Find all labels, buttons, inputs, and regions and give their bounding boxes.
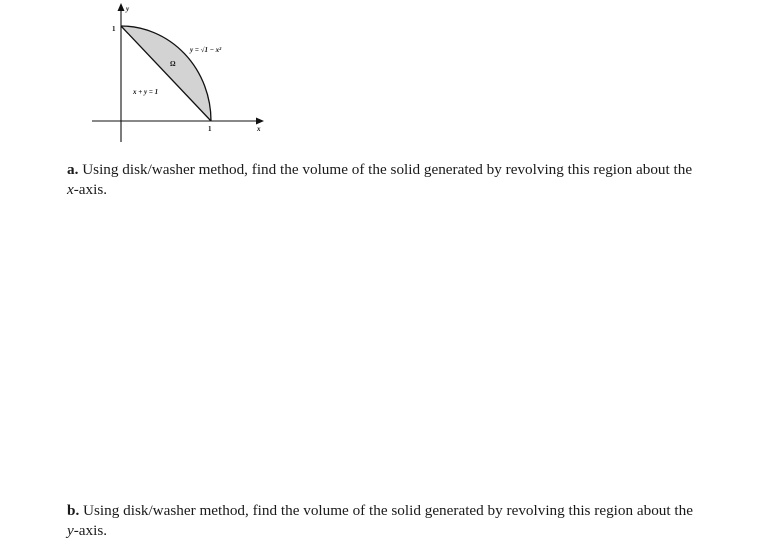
curve-label: y = √1 − x² [190,46,222,54]
problem-a-suffix: -axis. [73,181,108,198]
problem-b-axis-variable: y [67,522,74,539]
x-axis-arrow-icon [256,118,264,125]
x-tick-label: 1 [208,125,212,133]
region-label: Ω [170,60,176,68]
y-axis-arrow-icon [118,3,125,11]
line-label: x + y = 1 [133,88,159,96]
problem-a-text: Using disk/washer method, find the volume of the solid generated by revolving this region about the [82,161,693,178]
y-tick-label: 1 [112,25,116,33]
region-figure [86,0,276,150]
problem-b-suffix: -axis. [73,522,108,539]
problem-a-axis-variable: x [67,181,74,198]
region-graph [86,0,276,150]
problem-b-tag: b. [67,502,80,519]
y-axis-label: y [126,5,130,13]
problem-a [67,160,707,200]
x-axis-label: x [257,125,261,133]
problem-a-tag: a. [67,161,79,178]
problem-b [67,501,707,541]
problem-b-text: Using disk/washer method, find the volume of the solid generated by revolving this region about the [83,502,693,519]
